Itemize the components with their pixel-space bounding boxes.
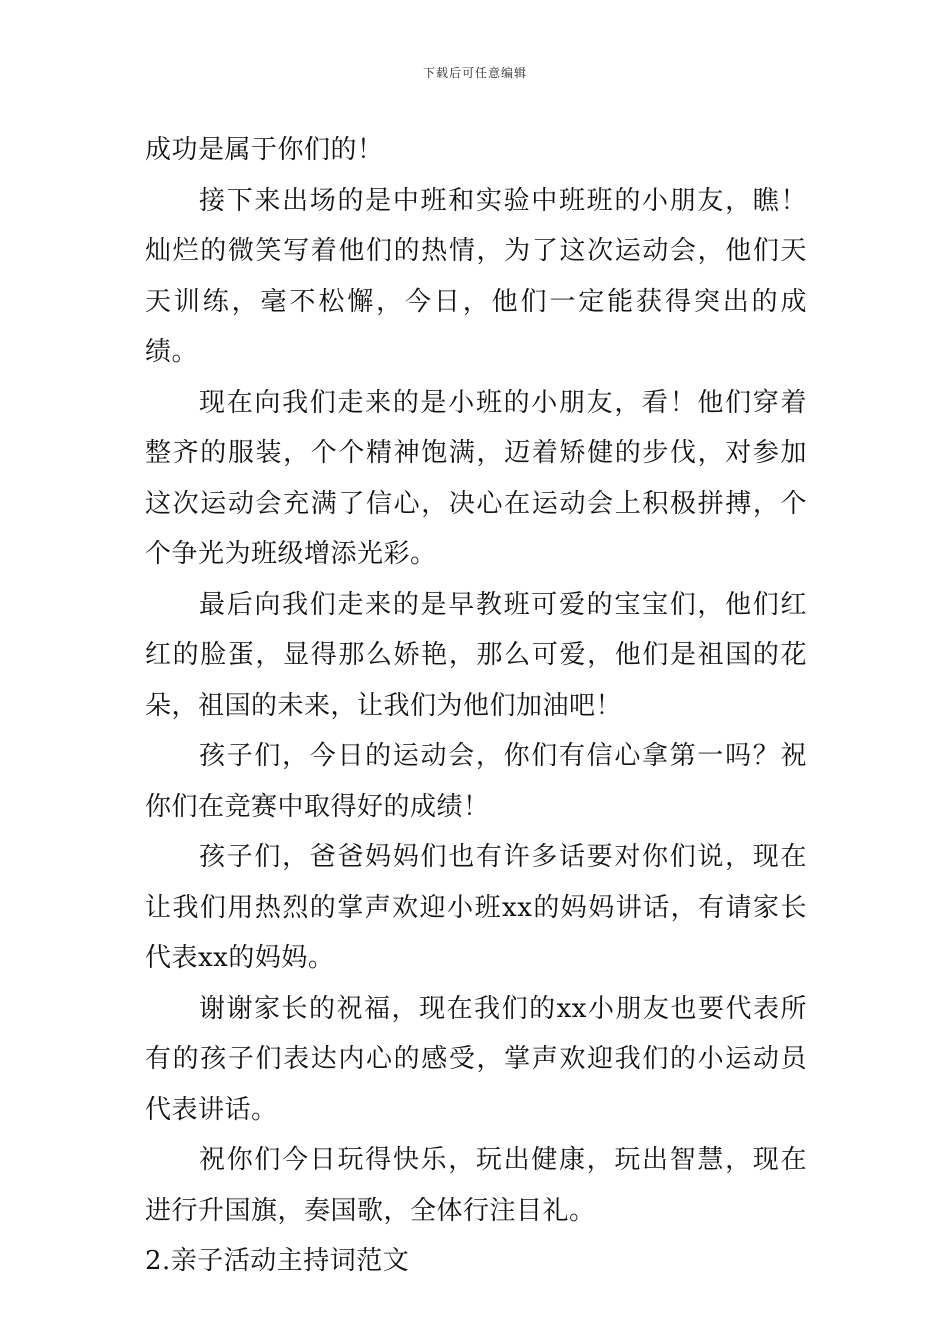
paragraph: 谢谢家长的祝福，现在我们的xx小朋友也要代表所有的孩子们表达内心的感受，掌声欢迎我们的小运动员代表讲话。: [145, 993, 807, 1125]
paragraph-continuation: 成功是属于你们的！: [145, 135, 384, 165]
paragraph: 现在向我们走来的是小班的小朋友，看！他们穿着整齐的服装，个个精神饱满，迈着矫健的步伐，对参加这次运动会充满了信心，决心在运动会上积极拼搏，个个争光为班级增添光彩。: [145, 387, 807, 569]
body-text: [145, 125, 807, 1287]
section-heading: 2.亲子活动主持词范文: [145, 1246, 410, 1276]
paragraph: 祝你们今日玩得快乐，玩出健康，玩出智慧，现在进行升国旗，奏国歌，全体行注目礼。: [145, 1145, 807, 1226]
paragraph: 孩子们，今日的运动会，你们有信心拿第一吗？祝你们在竞赛中取得好的成绩！: [145, 741, 807, 822]
header-note: 下载后可任意编辑: [422, 66, 527, 80]
paragraph: 孩子们，爸爸妈妈们也有许多话要对你们说，现在让我们用热烈的掌声欢迎小班xx的妈妈讲话，有请家长代表xx的妈妈。: [145, 842, 807, 973]
paragraph: 最后向我们走来的是早教班可爱的宝宝们，他们红红的脸蛋，显得那么娇艳，那么可爱，他们是祖国的花朵，祖国的未来，让我们为他们加油吧！: [145, 589, 807, 721]
paragraph: 接下来出场的是中班和实验中班班的小朋友，瞧！灿烂的微笑写着他们的热情，为了这次运动会，他们天天训练，毫不松懈，今日，他们一定能获得突出的成绩。: [145, 185, 807, 367]
